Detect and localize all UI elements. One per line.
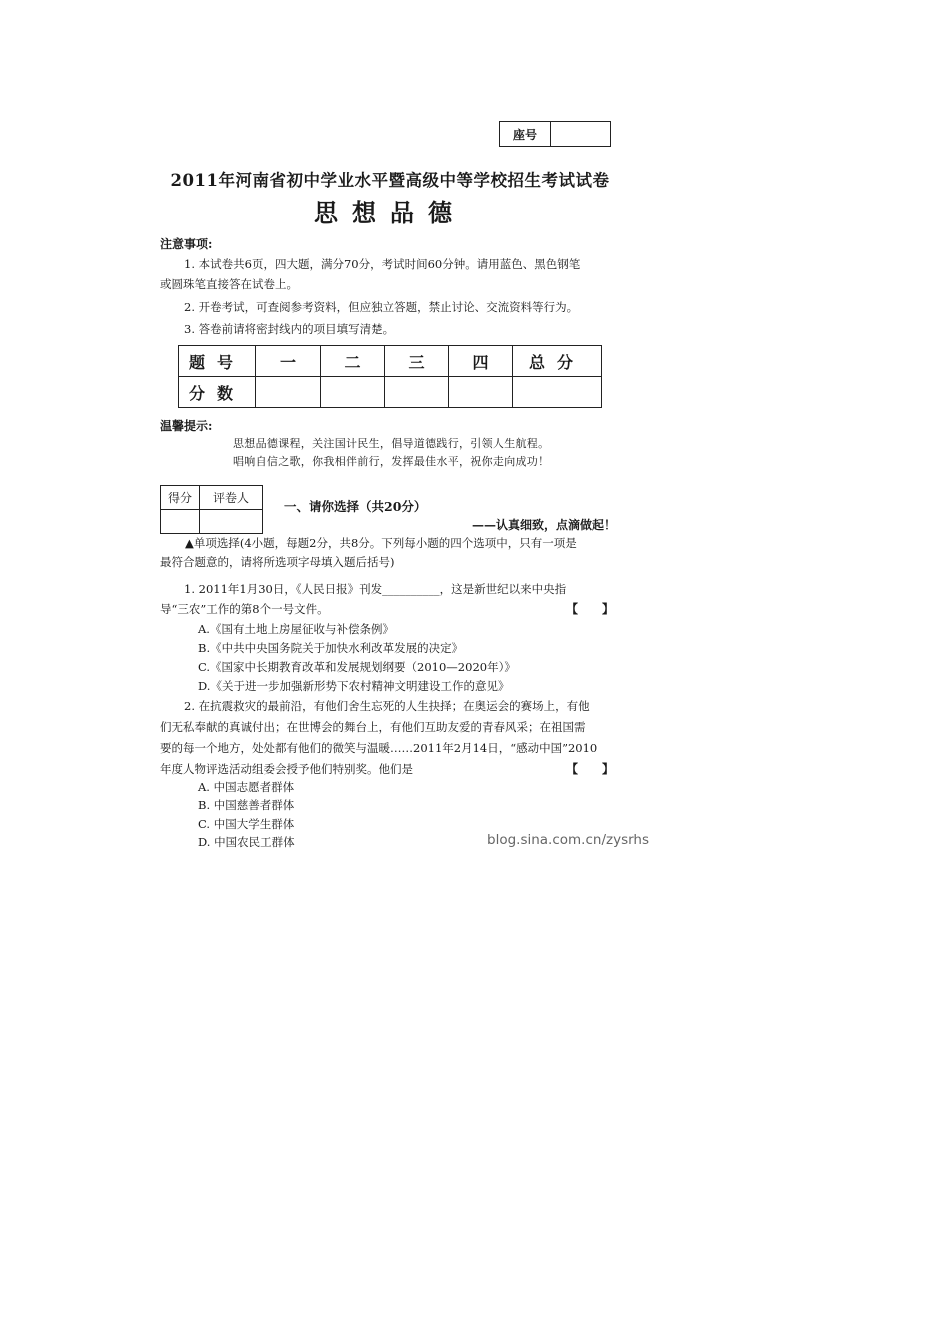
question-1-stem-cont: 导“三农”工作的第8个一号文件。 <box>160 602 329 616</box>
grader-score-field[interactable] <box>161 510 200 534</box>
seat-number-box <box>499 121 611 147</box>
question-2-option-b: B. 中国慈善者群体 <box>198 798 295 812</box>
question-1-option-c: C.《国家中长期教育改革和发展规划纲要（2010—2020年）》 <box>198 660 516 674</box>
exam-title: 2011年河南省初中学业水平暨高级中等学校招生考试试卷 <box>170 171 610 190</box>
score-cell[interactable] <box>513 377 602 408</box>
tip-line-2: 唱响自信之歌，你我相伴前行，发挥最佳水平，祝你走向成功！ <box>233 455 550 468</box>
grader-name-label: 评卷人 <box>200 486 263 510</box>
seat-number-label: 座号 <box>500 122 551 146</box>
score-header-cell: 三 <box>385 346 449 377</box>
score-cell[interactable] <box>321 377 385 408</box>
grader-table <box>160 485 263 534</box>
section-1-instructions-cont: 最符合题意的，请将所选项字母填入题后括号) <box>160 555 395 569</box>
note-item-1: 1. 本试卷共6页，四大题，满分70分，考试时间60分钟。请用蓝色、黑色钢笔 <box>184 257 581 271</box>
question-2-answer-bracket[interactable]: 【 】 <box>566 762 615 776</box>
question-2-stem-cont: 们无私奉献的真诚付出；在世博会的舞台上，有他们互助友爱的青春风采；在祖国需 <box>160 720 586 734</box>
score-row-label: 分数 <box>179 377 256 408</box>
tip-heading: 温馨提示: <box>160 419 213 433</box>
section-1-instructions: ▲单项选择(4小题，每题2分，共8分。下列每小题的四个选项中，只有一项是 <box>185 536 577 550</box>
question-2-stem-cont: 要的每一个地方，处处都有他们的微笑与温暖……2011年2月14日，“感动中国”2010 <box>160 741 598 755</box>
question-1-option-a: A.《国有土地上房屋征收与补偿条例》 <box>198 622 394 636</box>
score-table-score-row <box>179 377 602 408</box>
subject-title: 思想品德 <box>314 199 466 227</box>
score-header-cell: 四 <box>449 346 513 377</box>
grader-name-field[interactable] <box>200 510 263 534</box>
score-header-cell: 一 <box>256 346 321 377</box>
question-2-stem-cont: 年度人物评选活动组委会授予他们特别奖。他们是 <box>160 762 413 776</box>
score-table <box>178 345 602 408</box>
question-1-option-b: B.《中共中央国务院关于加快水利改革发展的决定》 <box>198 641 464 655</box>
question-1-stem: 1. 2011年1月30日，《人民日报》刊发__________，这是新世纪以来中央指 <box>184 582 567 596</box>
question-1-answer-bracket[interactable]: 【 】 <box>566 602 615 616</box>
score-header-cell: 二 <box>321 346 385 377</box>
note-item-1-cont: 或圆珠笔直接答在试卷上。 <box>160 277 298 291</box>
section-1-title: 一、请你选择（共20分） <box>284 499 427 514</box>
score-cell[interactable] <box>449 377 513 408</box>
grader-score-label: 得分 <box>161 486 200 510</box>
question-2-option-d: D. 中国农民工群体 <box>198 835 295 849</box>
note-item-2: 2. 开卷考试，可查阅参考资料，但应独立答题，禁止讨论、交流资料等行为。 <box>184 300 579 314</box>
blog-watermark: blog.sina.com.cn/zysrhs <box>487 832 650 848</box>
question-1-option-d: D.《关于进一步加强新形势下农村精神文明建设工作的意见》 <box>198 679 510 693</box>
seat-number-field[interactable] <box>551 122 610 146</box>
question-2-stem: 2. 在抗震救灾的最前沿，有他们舍生忘死的人生抉择；在奥运会的赛场上，有他 <box>184 699 590 713</box>
score-header-cell: 题号 <box>179 346 256 377</box>
question-2-option-a: A. 中国志愿者群体 <box>198 780 295 794</box>
score-table-header-row <box>179 346 602 377</box>
score-cell[interactable] <box>256 377 321 408</box>
section-1-motto: ——认真细致，点滴做起！ <box>472 518 617 532</box>
score-header-cell: 总分 <box>513 346 602 377</box>
notes-heading: 注意事项: <box>160 237 213 251</box>
question-2-option-c: C. 中国大学生群体 <box>198 817 295 831</box>
note-item-3: 3. 答卷前请将密封线内的项目填写清楚。 <box>184 322 395 336</box>
score-cell[interactable] <box>385 377 449 408</box>
tip-line-1: 思想品德课程，关注国计民生，倡导道德践行，引领人生航程。 <box>233 437 550 450</box>
